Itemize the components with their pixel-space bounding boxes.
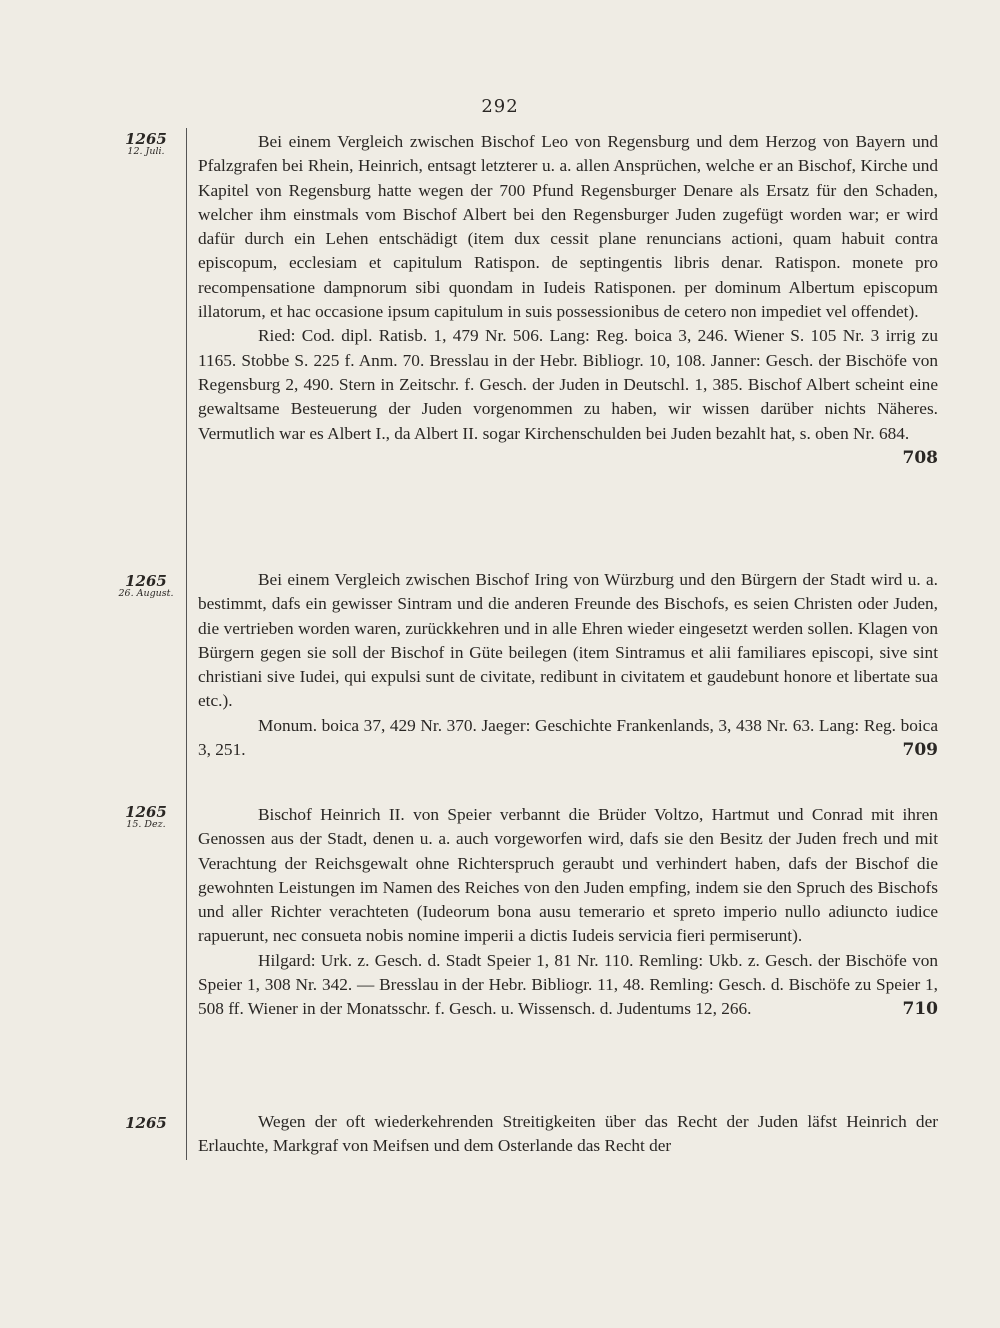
entry-references — [198, 949, 938, 1022]
entry-year: 1265 — [125, 1114, 167, 1132]
entry-year: 1265 — [125, 572, 167, 590]
margin-date — [108, 130, 184, 157]
entry-number: 708 — [902, 447, 938, 468]
entry-refs-text: Ried: Cod. dipl. Ratisb. 1, 479 Nr. 506. Lang: Reg. boica 3, 246. Wiener S. 105 Nr. 3 irrig zu 1165. Stobbe S. 225 f. Anm. 70. Bresslau in der Hebr. Bibliogr. 10, 108. Janner: Gesch. der Bischöfe von Regensburg 2, 490. Stern in Zeitschr. f. Gesch. der Juden in Deutschl. 1, 385. Bischof Albert scheint eine gewaltsame Besteuerung der Juden vorgenommen zu haben, wir wissen darüber nichts Näheres. Vermutlich war es Albert I., da Albert II. sogar Kirchenschulden bei Juden bezahlt hat, s. oben Nr. 684. — [198, 326, 938, 443]
margin-date — [108, 1114, 184, 1132]
entry-number: 710 — [902, 999, 938, 1020]
entry-references — [198, 324, 938, 468]
entry-year: 1265 — [125, 130, 167, 148]
entry-text: Bei einem Vergleich zwischen Bischof Leo von Regensburg und dem Herzog von Bayern und Pfalzgrafen bei Rhein, Heinrich, entsagt letzterer u. a. allen Ansprüchen, welche er an Bischof, Kirche und Kapitel von Regensburg hatte wegen der 700 Pfund Regensburger Denare als Ersatz für den Schaden, welcher ihm einstmals vom Bischof Albert bei den Regensburger Juden zugefügt worden war; er wird dafür durch ein Lehen entschädigt (item dux cessit plane renuncians actioni, quam habuit contra episcopum, ecclesiam et capitulum Ratispon. de septingentis libris denar. Ratispon. monete pro recompensatione dampnorum sibi quondam in Iudeis Ratisponen. per dominum Albertum episcopum illatorum, et hac occasione ipsum capitulum in suis possessionibus de cetero non impediet vel offendet). — [198, 132, 938, 322]
entry-text: Bischof Heinrich II. von Speier verbannt die Brüder Voltzo, Hartmut und Conrad mit ihren Genossen aus der Stadt, denen u. a. auch vorgeworfen wird, dafs sie den Besitz der Juden frech und mit Verachtung der Reichsgewalt ohne Richterspruch geraubt und verhindert haben, dafs der Bischof die gewohnten Leistungen im Namen des Reiches von den Juden empfing, indem sie den Spruch des Bischofs und aller Richter verachteten (Iudeorum bona ausu temerario et spreto imperio nullo adiuncto iudice rapuerunt, nec consueta nobis nomine imperii a dictis Iudeis servicia fieri permiserunt). — [198, 805, 938, 946]
entry-number: 709 — [902, 740, 938, 761]
entry-day: 12. Juli. — [127, 146, 165, 157]
entry-text: Bei einem Vergleich zwischen Bischof Iring von Würzburg und den Bürgern der Stadt wird u. a. bestimmt, dafs ein gewisser Sintram und die anderen Freunde des Bischofs, es seien Christen oder Juden, die vertrieben worden waren, zurückkehren und in alle Ehren wieder eingesetzt werden sollen. Klagen von Bürgern gegen sie soll der Bischof in Güte beilegen (item Sintramus et alii familiares episcopi, sive sint christiani sive Iudei, qui expulsi sunt de civitate, redibunt in civitatem et gaudebunt honore et libertate sua etc.). — [198, 570, 938, 711]
margin-rule — [186, 128, 187, 1160]
entry-day: 15. Dez. — [126, 819, 166, 830]
entry-refs-text: Monum. boica 37, 429 Nr. 370. Jaeger: Geschichte Frankenlands, 3, 438 Nr. 63. Lang: Reg. boica 3, 251. — [198, 715, 938, 760]
entry-year: 1265 — [125, 803, 167, 821]
entry-body — [198, 803, 938, 1022]
entry-text: Wegen der oft wiederkehrenden Streitigkeiten über das Recht der Juden läfst Heinrich der Erlauchte, Markgraf von Meifsen und dem Osterlande das Recht der — [198, 1112, 938, 1156]
entry-refs-text: Hilgard: Urk. z. Gesch. d. Stadt Speier 1, 81 Nr. 110. Remling: Ukb. z. Gesch. der Bischöfe von Speier 1, 308 Nr. 342. — Bresslau in der Hebr. Bibliogr. 11, 48. Remling: Gesch. d. Bischöfe zu Speier 1, 508 ff. Wiener in der Monatsschr. f. Gesch. u. Wissensch. d. Judentums 12, 266. — [198, 950, 938, 1019]
entry-body — [198, 1110, 938, 1159]
margin-date — [108, 803, 184, 830]
entry-body — [198, 130, 938, 470]
margin-date — [108, 572, 184, 599]
entry-references — [198, 714, 938, 763]
entry-body — [198, 568, 938, 762]
page-number: 292 — [481, 96, 519, 117]
entry-day: 26. August. — [118, 588, 174, 599]
